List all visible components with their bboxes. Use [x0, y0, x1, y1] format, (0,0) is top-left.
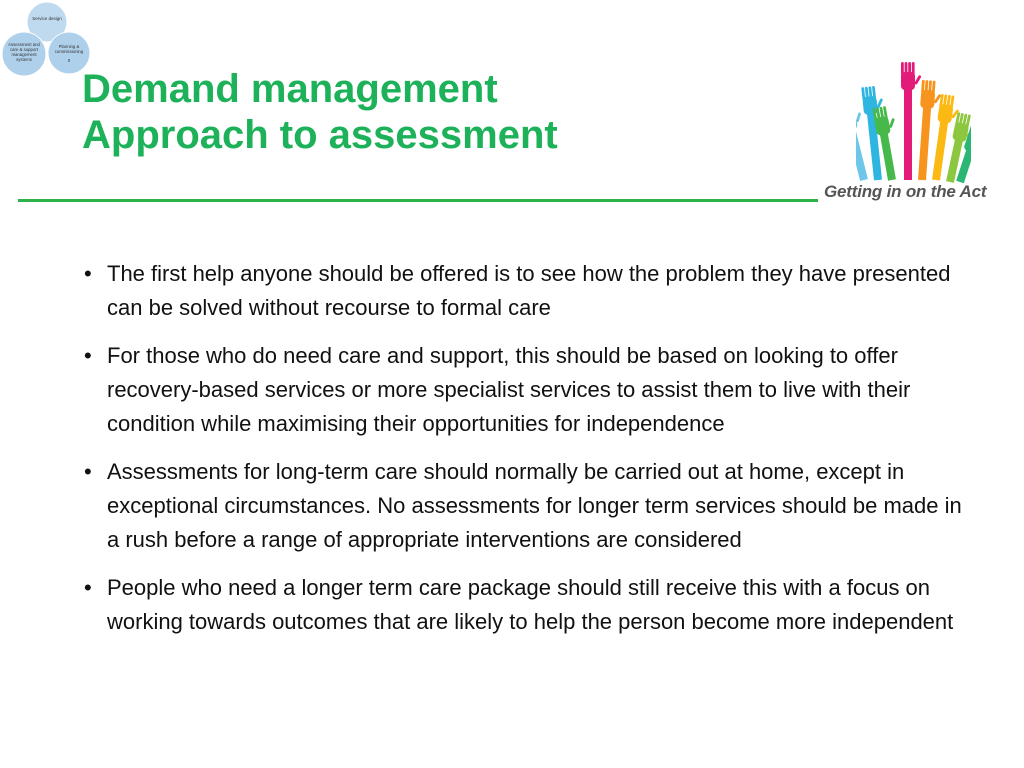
- raised-hands-logo-icon: [856, 58, 971, 186]
- bullet-text-4: People who need a longer term care package should still receive this with a focus on working towards outcomes that are likely to help the person become more independent: [107, 575, 954, 634]
- bullet-text-2: For those who do need care and support, this should be based on looking to offer recovery-based services or more specialist services to assist them to live with their condition while maximising their opportunities for independence: [107, 343, 911, 436]
- hand-shape: [901, 62, 922, 180]
- page-title: [82, 66, 558, 158]
- venn-label-right-number: 0: [67, 58, 71, 63]
- bullet-marker: •: [84, 459, 92, 484]
- venn-label-right-wrap: [54, 44, 84, 56]
- bullet-item-1: [84, 257, 964, 325]
- bullet-item-3: [84, 455, 964, 557]
- venn-label-top: Service design: [32, 16, 62, 21]
- bullet-list: [84, 257, 964, 653]
- venn-label-left: Assessment and care & support management systems: [8, 42, 40, 62]
- bullet-text-3: Assessments for long-term care should normally be carried out at home, except in exceptional circumstances. No assessments for longer term services should be made in a rush before a range of appropriate interventions are considered: [107, 459, 962, 552]
- title-line-1: Demand management: [82, 67, 498, 111]
- bullet-item-4: [84, 571, 964, 639]
- venn-label-right: Planning & commissioning: [54, 44, 84, 54]
- bullet-marker: •: [84, 343, 92, 368]
- title-line-2: Approach to assessment: [82, 113, 558, 157]
- bullet-item-2: [84, 339, 964, 441]
- bullet-marker: •: [84, 575, 92, 600]
- logo-caption: Getting in on the Act: [824, 182, 987, 201]
- title-divider: [18, 199, 818, 202]
- bullet-marker: •: [84, 261, 92, 286]
- bullet-text-1: The first help anyone should be offered is to see how the problem they have presented can be solved without recourse to formal care: [107, 261, 951, 320]
- venn-label-left-wrap: [6, 42, 42, 68]
